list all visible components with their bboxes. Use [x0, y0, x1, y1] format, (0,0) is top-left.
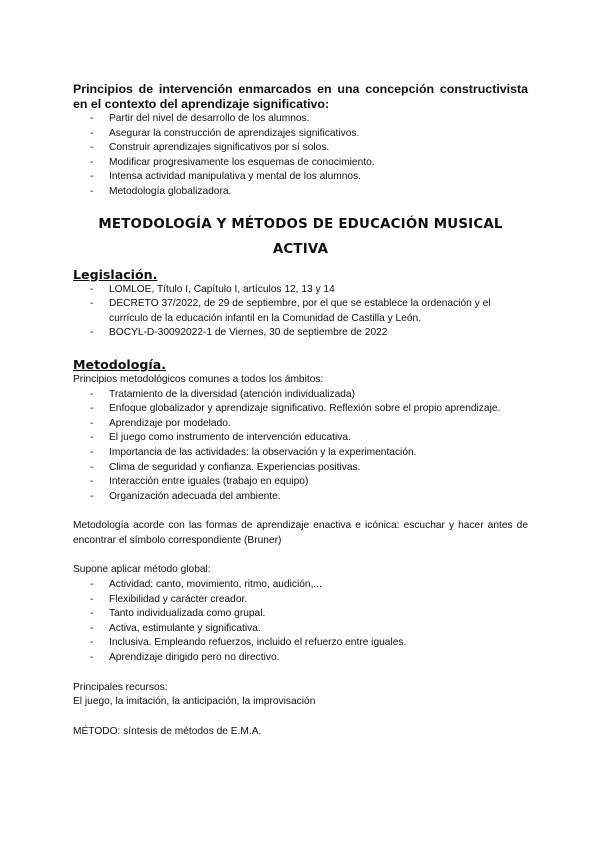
- dash-marker: -: [90, 142, 94, 154]
- intro-list: [73, 112, 528, 200]
- list-item: - Organización adecuada del ambiente.: [73, 490, 528, 505]
- main-title-line-2: ACTIVA: [272, 241, 329, 257]
- list-item: - LOMLOE, Título I, Capítulo I, artículos 12, 13 y 14: [73, 283, 528, 298]
- dash-marker: -: [90, 593, 94, 605]
- dash-marker: -: [90, 185, 94, 197]
- list-item: - Actividad: canto, movimiento, ritmo, audición,...: [73, 578, 528, 593]
- list-item: - Metodología globalizadora.: [73, 185, 528, 200]
- dash-marker: -: [90, 608, 94, 620]
- dash-marker: -: [90, 113, 94, 124]
- list-item: - Clima de seguridad y confianza. Experiencias positivas.: [73, 461, 528, 476]
- list-item: - Importancia de las actividades: la observación y la experimentación.: [73, 446, 528, 461]
- dash-marker: -: [90, 156, 94, 168]
- dash-marker: -: [90, 476, 94, 488]
- dash-marker: -: [90, 446, 94, 458]
- dash-marker: -: [90, 652, 94, 664]
- list-item: - Modificar progresivamente los esquemas de conocimiento.: [73, 156, 528, 171]
- list-item: - Construir aprendizajes significativos por sí solos.: [73, 141, 528, 156]
- list-item: - Aprendizaje dirigido pero no directivo.: [73, 651, 528, 666]
- main-title: [73, 212, 528, 262]
- document-page: [73, 82, 528, 739]
- metodologia-intro: Principios metodológicos comunes a todos los ámbitos:: [73, 373, 324, 385]
- list-item: - Activa, estimulante y significativa.: [73, 622, 528, 637]
- dash-marker: -: [90, 298, 94, 310]
- list-item: - Enfoque globalizador y aprendizaje significativo. Reflexión sobre el propio aprendizaje.: [73, 402, 528, 417]
- dash-marker: -: [90, 388, 94, 400]
- list-item: - El juego como instrumento de intervención educativa.: [73, 431, 528, 446]
- dash-marker: -: [90, 327, 94, 339]
- list-item: - Inclusiva. Empleando refuerzos, incluido el refuerzo entre iguales.: [73, 636, 528, 651]
- list-item: - Tanto individualizada como grupal.: [73, 607, 528, 622]
- main-title-line-1: METODOLOGÍA Y MÉTODOS DE EDUCACIÓN MUSICAL: [98, 216, 503, 232]
- list-item: - Asegurar la construcción de aprendizajes significativos.: [73, 127, 528, 142]
- dash-marker: -: [90, 490, 94, 502]
- list-item: - Tratamiento de la diversidad (atención individualizada): [73, 388, 528, 403]
- list-item: - Flexibilidad y carácter creador.: [73, 593, 528, 608]
- list-item: - DECRETO 37/2022, de 29 de septiembre, por el que se establece la ordenación y el currículo de la educación infantil en la Comunidad de Castilla y León.: [90, 298, 491, 324]
- list-item: - Intensa actividad manipulativa y mental de los alumnos.: [73, 170, 528, 185]
- list-item: - Interacción entre iguales (trabajo en equipo): [73, 475, 528, 490]
- global-list: [73, 578, 528, 666]
- recursos-label: Principales recursos:: [73, 681, 168, 693]
- global-intro: Supone aplicar método global:: [73, 564, 211, 576]
- dash-marker: -: [90, 622, 94, 634]
- list-item: - Partir del nivel de desarrollo de los alumnos.: [73, 112, 528, 127]
- metodologia-heading: Metodología.: [73, 356, 166, 372]
- dash-marker: -: [90, 637, 94, 649]
- intro-heading: Principios de intervención enmarcados en una concepción constructivista en el contexto del aprendizaje significativo:: [73, 82, 528, 111]
- dash-marker: -: [90, 417, 94, 429]
- dash-marker: -: [90, 283, 94, 295]
- legislacion-heading: Legislación.: [73, 266, 158, 282]
- dash-marker: -: [90, 579, 94, 591]
- bruner-paragraph: Metodología acorde con las formas de aprendizaje enactiva e icónica: escuchar y hacer antes de encontrar el símbolo correspondiente (Bruner): [73, 520, 528, 546]
- legislacion-list: [73, 283, 528, 341]
- dash-marker: -: [90, 461, 94, 473]
- list-item: - BOCYL-D-30092022-1 de Viernes, 30 de septiembre de 2022: [73, 326, 528, 341]
- dash-marker: -: [90, 127, 94, 139]
- metodo-text: MÉTODO: síntesis de métodos de E.M.A.: [73, 725, 262, 737]
- dash-marker: -: [90, 403, 94, 415]
- metodologia-list: [73, 388, 528, 505]
- dash-marker: -: [90, 171, 94, 183]
- dash-marker: -: [90, 432, 94, 444]
- list-item: - Aprendizaje por modelado.: [73, 417, 528, 432]
- recursos-text: El juego, la imitación, la anticipación, la improvisación: [73, 696, 316, 708]
